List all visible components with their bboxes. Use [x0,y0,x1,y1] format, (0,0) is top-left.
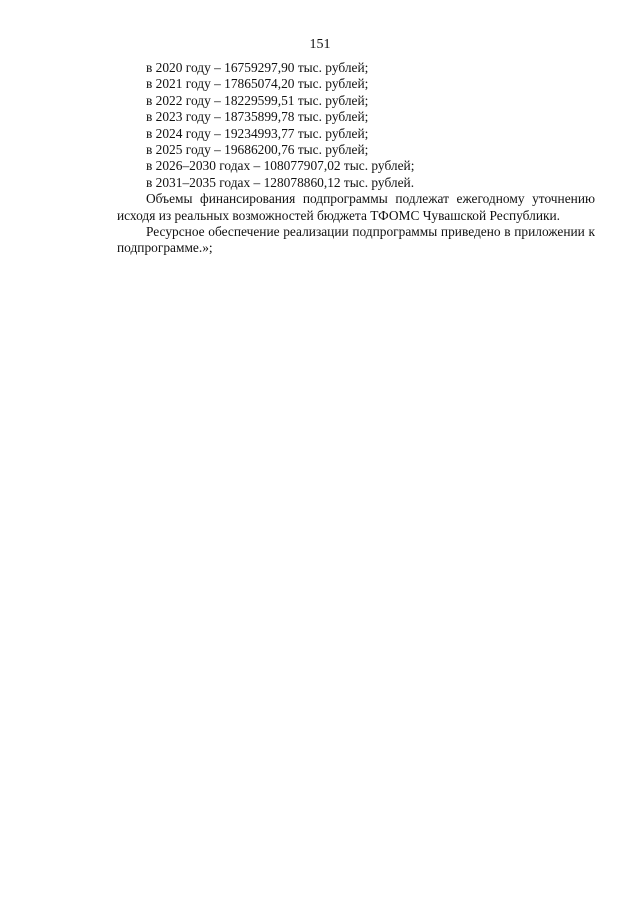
funding-line-2031-2035: в 2031–2035 годах – 128078860,12 тыс. рублей. [146,174,415,190]
page-number: 151 [309,37,331,52]
funding-line-2020: в 2020 году – 16759297,90 тыс. рублей; [146,60,369,75]
paragraph-resource-appendix: Ресурсное обеспечение реализации подпрограммы приведено в приложении к подпрограмме.»; [117,224,595,256]
funding-line-2025: в 2025 году – 19686200,76 тыс. рублей; [146,142,369,158]
document-body [117,60,595,257]
funding-line-2023: в 2023 году – 18735899,78 тыс. рублей; [146,109,369,125]
funding-line-2026-2030: в 2026–2030 годах – 108077907,02 тыс. рублей; [146,158,415,174]
funding-line-2024: в 2024 году – 19234993,77 тыс. рублей; [146,125,369,141]
funding-line-2021: в 2021 году – 17865074,20 тыс. рублей; [146,76,369,92]
paragraph-funding-adjustment: Объемы финансирования подпрограммы подлежат ежегодному уточнению исходя из реальных возможностей бюджета ТФОМС Чувашской Республики. [117,191,595,223]
funding-line-2022: в 2022 году – 18229599,51 тыс. рублей; [146,92,369,108]
